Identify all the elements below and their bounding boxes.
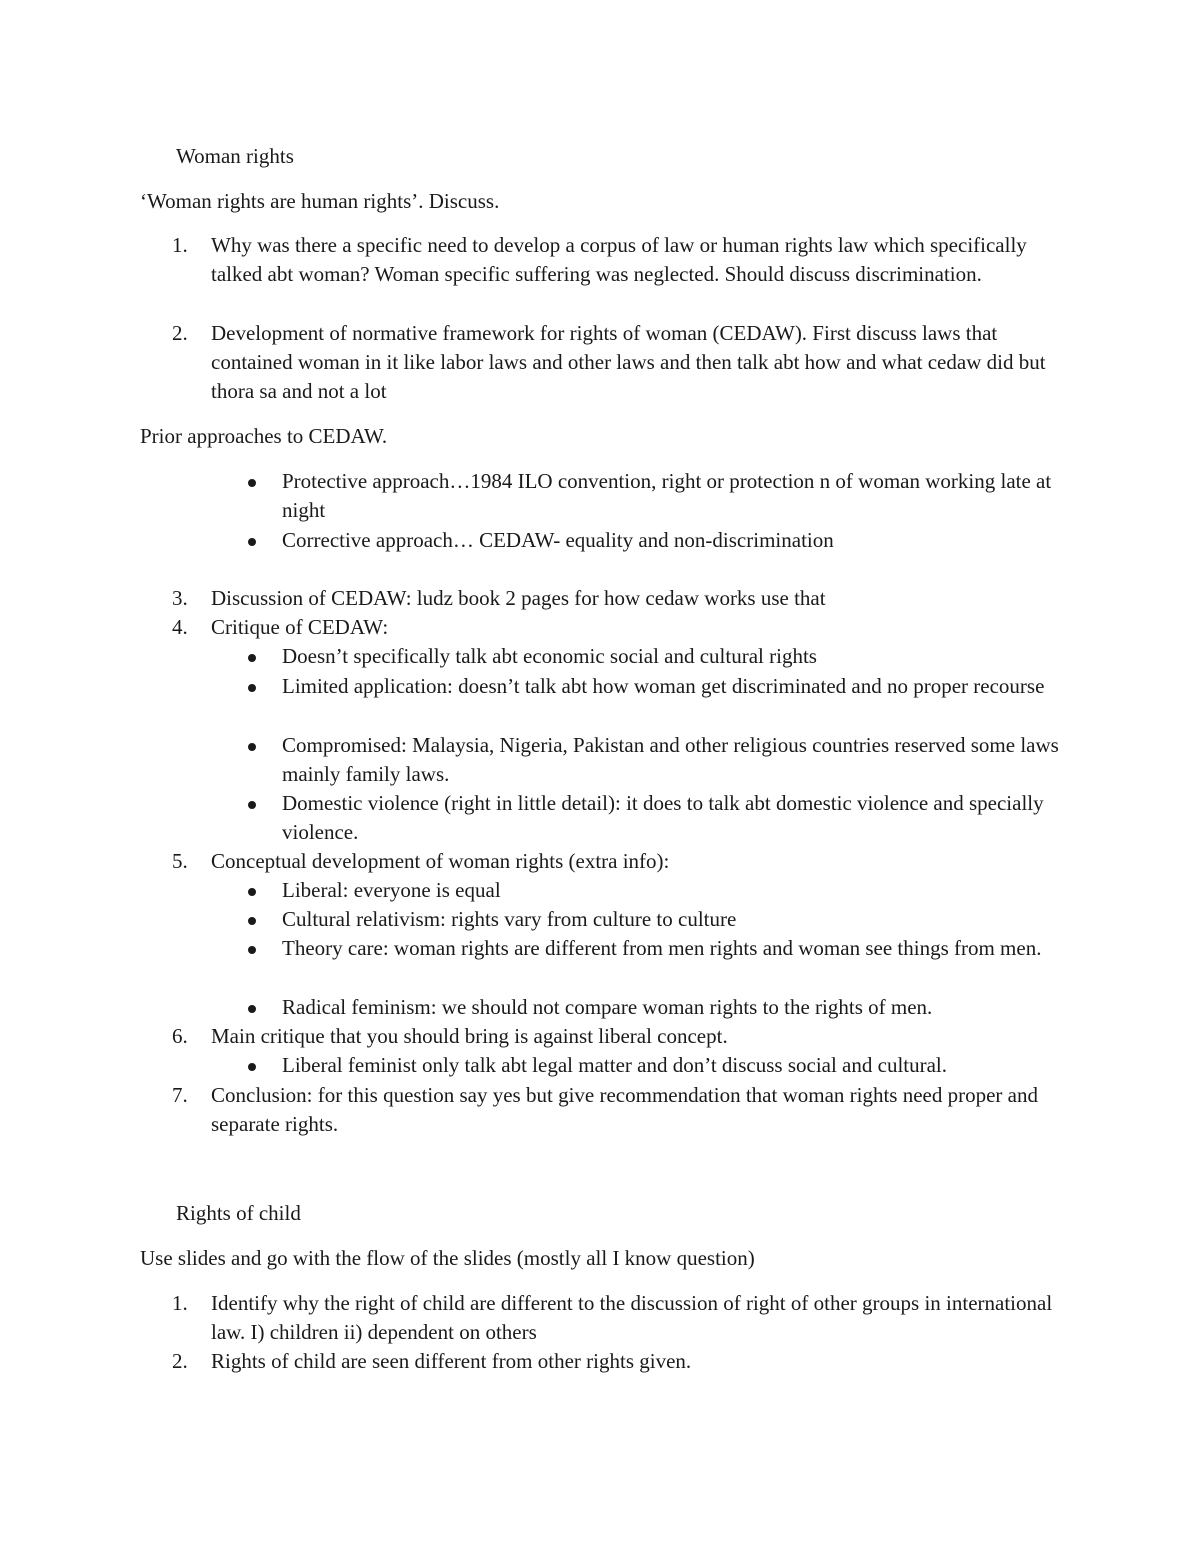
section-title-rights-of-child: Rights of child	[176, 1201, 301, 1225]
bullet-item: Radical feminism: we should not compare woman rights to the rights of men.	[282, 995, 933, 1019]
list-number: 2.	[172, 321, 188, 345]
bullet-icon	[245, 642, 259, 671]
bullet-icon	[245, 467, 259, 496]
bullet-icon	[245, 934, 259, 963]
bullet-item: Compromised: Malaysia, Nigeria, Pakistan and other religious countries reserved some laws mainly family laws.	[282, 733, 1059, 787]
section-title-woman-rights: Woman rights	[176, 144, 294, 168]
bullet-icon	[245, 789, 259, 818]
list-number: 3.	[172, 586, 188, 610]
bullet-icon	[245, 526, 259, 555]
list-item: Conceptual development of woman rights (extra info):	[211, 849, 670, 873]
bullet-item: Domestic violence (right in little detail): it does to talk abt domestic violence and specially violence.	[282, 791, 1044, 845]
bullet-item: Liberal feminist only talk abt legal matter and don’t discuss social and cultural.	[282, 1053, 948, 1077]
list-item: Critique of CEDAW:	[211, 615, 389, 639]
list-number: 4.	[172, 615, 188, 639]
bullet-item: Limited application: doesn’t talk abt how woman get discriminated and no proper recourse	[282, 674, 1045, 698]
list-item: Conclusion: for this question say yes but give recommendation that woman rights need proper and separate rights.	[211, 1083, 1038, 1137]
bullet-icon	[245, 905, 259, 934]
bullet-icon	[245, 1051, 259, 1080]
list-item: Identify why the right of child are different to the discussion of right of other groups in international law. I) children ii) dependent on others	[211, 1291, 1053, 1345]
list-number: 6.	[172, 1024, 188, 1048]
essay-prompt: ‘Woman rights are human rights’. Discuss.	[140, 189, 500, 213]
bullet-icon	[245, 731, 259, 760]
list-item: Rights of child are seen different from other rights given.	[211, 1349, 692, 1373]
section-intro: Use slides and go with the flow of the slides (mostly all I know question)	[140, 1246, 755, 1270]
bullet-icon	[245, 876, 259, 905]
list-number: 5.	[172, 849, 188, 873]
bullet-item: Doesn’t specifically talk abt economic social and cultural rights	[282, 644, 817, 668]
bullet-item: Theory care: woman rights are different from men rights and woman see things from men.	[282, 936, 1042, 960]
bullet-item: Protective approach…1984 ILO convention, right or protection n of woman working late at night	[282, 469, 1052, 523]
list-item: Discussion of CEDAW: ludz book 2 pages for how cedaw works use that	[211, 586, 826, 610]
prior-approaches-heading: Prior approaches to CEDAW.	[140, 424, 388, 448]
bullet-icon	[245, 672, 259, 701]
bullet-icon	[245, 993, 259, 1022]
list-number: 1.	[172, 233, 188, 257]
list-number: 2.	[172, 1349, 188, 1373]
list-number: 1.	[172, 1291, 188, 1315]
list-item: Development of normative framework for rights of woman (CEDAW). First discuss laws that contained woman in it like labor laws and other laws and then talk abt how and what cedaw did but thora sa and not a lot	[211, 321, 1046, 404]
list-item: Main critique that you should bring is against liberal concept.	[211, 1024, 728, 1048]
bullet-item: Cultural relativism: rights vary from culture to culture	[282, 907, 737, 931]
list-number: 7.	[172, 1083, 188, 1107]
bullet-item: Corrective approach… CEDAW- equality and non-discrimination	[282, 528, 834, 552]
bullet-item: Liberal: everyone is equal	[282, 878, 501, 902]
list-item: Why was there a specific need to develop a corpus of law or human rights law which specifically talked abt woman? Woman specific suffering was neglected. Should discuss discrimination.	[211, 233, 1027, 287]
